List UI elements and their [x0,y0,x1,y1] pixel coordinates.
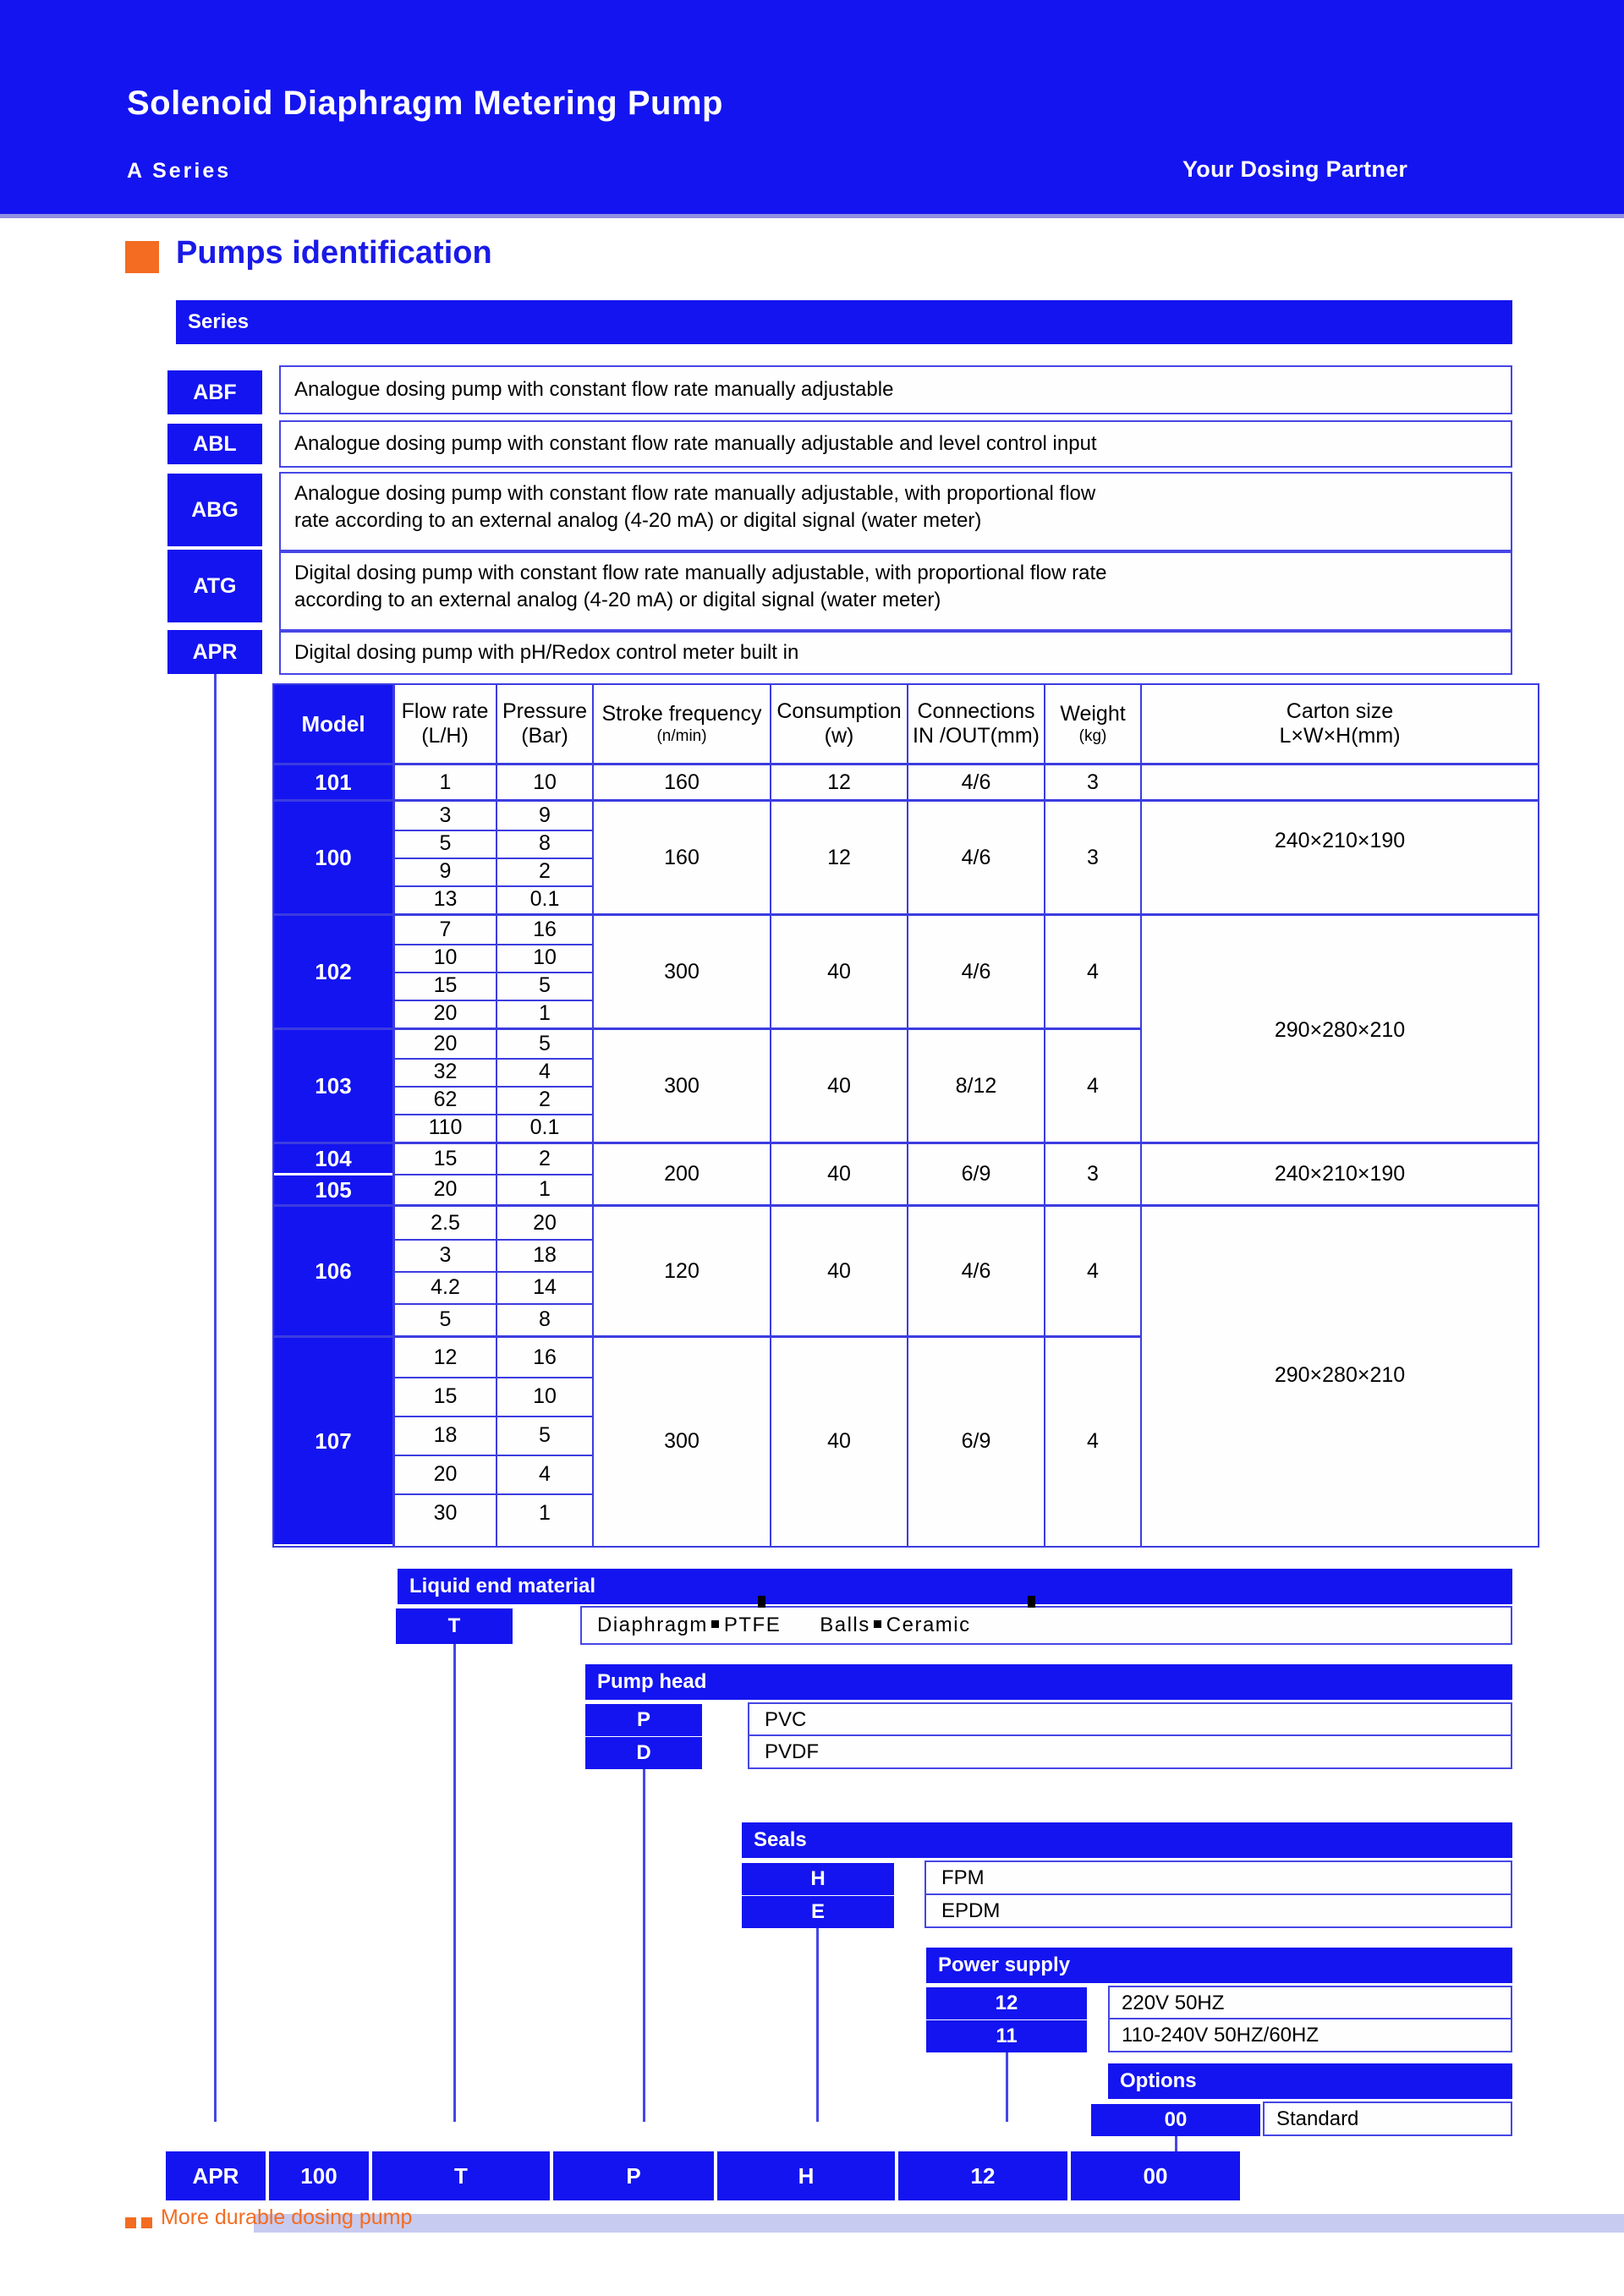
spec-cell-pressure: 2 [539,1088,551,1111]
spec-cell-pressure: 8 [539,1307,551,1331]
spec-cell-consumption: 12 [827,845,851,869]
spec-header-consumption [771,685,907,763]
series-code-abl[interactable]: ABL [167,424,262,464]
spec-cell-pressure: 4 [539,1060,551,1083]
spec-header-model: Model [274,685,392,763]
spec-cell-flow: 9 [439,859,452,883]
spec-cell-flow: 5 [439,1307,452,1331]
connector-seals-to-result [816,1928,819,2122]
liquid-end-diaphragm-value: PTFE [723,1614,782,1636]
section-bullet-icon [125,241,159,273]
spec-subline [394,1271,592,1273]
spec-cell-pressure: 2 [539,1147,551,1170]
spec-model-101[interactable]: 101 [274,765,392,799]
spec-header-connections-line1: Connections [917,699,1035,723]
spec-cell-pressure: 1 [539,1176,551,1201]
spec-header-carton-line2: L×W×H(mm) [1279,724,1401,748]
spec-cell-flow: 20 [433,1032,458,1055]
spec-subline [394,1303,592,1305]
spec-header-pressure [497,685,592,763]
connector-pump-head-to-result [643,1769,645,2122]
spec-cell-pressure: 9 [539,803,551,827]
result-cell-options[interactable]: 00 [1071,2151,1240,2200]
page-title: Solenoid Diaphragm Metering Pump [127,85,723,122]
result-cell-liquid-end[interactable]: T [372,2151,550,2200]
spec-model-107[interactable]: 107 [274,1338,392,1544]
spec-cell-carton-size: 240×210×190 [1274,828,1406,852]
spec-cell-flow: 18 [433,1422,458,1447]
seals-header-bar: Seals [742,1822,1512,1858]
spec-model-100[interactable]: 100 [274,802,392,913]
spec-cell-pressure: 18 [533,1242,557,1267]
spec-subline [394,830,592,831]
spec-cell-connections: 6/9 [961,1428,991,1453]
liquid-end-header-bar: Liquid end material [398,1569,1512,1604]
spec-cell-weight: 4 [1087,1428,1099,1453]
power-supply-header-bar: Power supply [926,1948,1512,1983]
spec-cell-pressure: 5 [539,1032,551,1055]
spec-header-weight [1045,685,1140,763]
spec-subline [394,1174,592,1175]
spec-cell-pressure: 0.1 [529,887,560,911]
seals-value-epdm: EPDM [924,1893,1512,1928]
spec-cell-carton-size: 240×210×190 [1274,1162,1406,1186]
spec-cell-connections: 6/9 [961,1162,991,1186]
seals-code-h[interactable]: H [742,1863,894,1895]
seals-code-e[interactable]: E [742,1896,894,1928]
spec-header-consumption-unit: (w) [824,724,854,748]
spec-subline [394,1086,592,1088]
pump-head-value-pvc: PVC [748,1702,1512,1737]
connector-options-to-result-2 [1175,2136,1177,2153]
result-cell-power-supply[interactable]: 12 [898,2151,1067,2200]
spec-model-106[interactable]: 106 [274,1207,392,1335]
pump-head-code-d[interactable]: D [585,1737,702,1769]
spec-header-weight-unit: (kg) [1078,726,1107,745]
pump-head-code-p[interactable]: P [585,1704,702,1736]
spec-subline [394,1058,592,1060]
options-code-00[interactable]: 00 [1091,2104,1260,2136]
spec-cell-pressure: 10 [533,770,557,794]
spec-cell-flow: 30 [433,1500,458,1525]
spec-subline [394,1416,592,1417]
bullet-separator-icon [874,1620,881,1628]
spec-header-carton-size [1142,685,1538,763]
spec-cell-weight: 3 [1087,770,1099,794]
footer-square-icon [125,2217,136,2228]
spec-subline [394,858,592,859]
spec-cell-pressure: 16 [533,918,557,941]
spec-cell-flow: 5 [439,831,452,855]
tagline: Your Dosing Partner [1182,156,1408,182]
spec-header-consumption-line1: Consumption [776,699,902,723]
series-header-bar: Series [176,300,1512,344]
footer-text: More durable dosing pump [161,2206,413,2229]
spec-subline [394,1455,592,1456]
spec-cell-pressure: 10 [533,1384,557,1408]
spec-cell-stroke: 160 [664,770,700,794]
spec-cell-pressure: 16 [533,1345,557,1369]
spec-model-104[interactable]: 104 [274,1144,392,1173]
liquid-end-code-t[interactable]: T [396,1608,513,1644]
spec-cell-flow: 4.2 [431,1274,460,1299]
pump-head-value-pvdf: PVDF [748,1734,1512,1769]
series-desc-abg-line2: rate according to an external analog (4-20 mA) or digital signal (water meter) [294,509,982,533]
spec-cell-flow: 2.5 [431,1210,460,1235]
header-divider [0,214,1624,218]
spec-cell-flow: 12 [433,1345,458,1369]
spec-cell-flow: 32 [433,1060,458,1083]
tick-mark-icon [1028,1596,1035,1608]
spec-cell-pressure: 2 [539,859,551,883]
series-code-apr[interactable]: APR [167,630,262,674]
spec-cell-pressure: 20 [533,1210,557,1235]
spec-cell-flow: 20 [433,1176,458,1201]
connector-liquid-end-to-result [453,1644,456,2122]
liquid-end-balls-label: Balls [820,1614,870,1636]
spec-subline [394,1000,592,1001]
spec-subline [394,972,592,973]
series-desc-abl: Analogue dosing pump with constant flow rate manually adjustable and level control input [279,420,1512,468]
spec-model-103[interactable]: 103 [274,1030,392,1142]
spec-cell-stroke: 300 [664,1428,700,1453]
series-code-abg[interactable]: ABG [167,474,262,546]
spec-cell-flow: 10 [433,945,458,969]
liquid-end-description [580,1606,1512,1645]
footer-bar [254,2214,1624,2233]
spec-header-connections-unit: IN /OUT(mm) [913,724,1040,748]
spec-header-pressure-line1: Pressure [502,699,588,723]
spec-cell-flow: 15 [433,973,458,997]
spec-subline [394,885,592,887]
spec-cell-carton-size: 290×280×210 [1274,1017,1406,1042]
spec-subline [394,1114,592,1115]
series-desc-atg-line2: according to an external analog (4-20 mA) or digital signal (water meter) [294,589,941,612]
series-desc-atg [279,551,1512,631]
spec-cell-weight: 4 [1087,959,1099,984]
spec-header-carton-line1: Carton size [1286,699,1394,723]
spec-cell-connections: 4/6 [961,1258,991,1283]
liquid-end-diaphragm-label: Diaphragm [597,1614,708,1636]
spec-header-flow-rate-unit: (L/H) [421,724,469,748]
spec-cell-flow: 3 [439,803,452,827]
series-code-atg[interactable]: ATG [167,550,262,622]
power-supply-value-220v: 220V 50HZ [1108,1986,1512,2020]
liquid-end-balls-value: Ceramic [886,1614,971,1636]
spec-cell-stroke: 200 [664,1162,700,1186]
section-title: Pumps identification [176,235,492,271]
footer-square-icon [141,2217,152,2228]
options-header-bar: Options [1108,2063,1512,2099]
tick-mark-icon [758,1596,765,1608]
spec-cell-flow: 7 [439,918,452,941]
spec-cell-flow: 3 [439,1242,452,1267]
spec-header-pressure-unit: (Bar) [521,724,568,748]
spec-cell-weight: 3 [1087,845,1099,869]
spec-cell-connections: 8/12 [955,1073,997,1098]
spec-header-stroke-line1: Stroke frequency [601,702,762,726]
series-code-abf[interactable]: ABF [167,370,262,414]
series-subtitle: A Series [127,159,232,183]
spec-header-stroke-unit: (n/min) [656,726,707,745]
spec-subline [394,1377,592,1378]
spec-cell-pressure: 0.1 [529,1115,560,1139]
spec-cell-consumption: 40 [827,1258,851,1283]
spec-cell-consumption: 12 [827,770,851,794]
spec-cell-pressure: 5 [539,973,551,997]
spec-subline [394,1239,592,1241]
power-supply-value-110v: 110-240V 50HZ/60HZ [1108,2018,1512,2052]
spec-cell-consumption: 40 [827,1428,851,1453]
spec-cell-connections: 4/6 [961,770,991,794]
spec-cell-pressure: 5 [539,1422,551,1447]
spec-cell-stroke: 120 [664,1258,700,1283]
result-cell-model[interactable]: 100 [269,2151,369,2200]
series-desc-apr: Digital dosing pump with pH/Redox control meter built in [279,631,1512,675]
spec-model-102[interactable]: 102 [274,916,392,1027]
spec-cell-pressure: 14 [533,1274,557,1299]
series-desc-abg [279,472,1512,551]
spec-cell-flow: 1 [439,770,452,794]
specification-table [272,683,1539,1548]
spec-cell-weight: 3 [1087,1162,1099,1186]
spec-cell-consumption: 40 [827,1073,851,1098]
spec-subline [394,944,592,945]
result-cell-seals[interactable]: H [717,2151,895,2200]
spec-cell-pressure: 1 [539,1500,551,1525]
spec-cell-connections: 4/6 [961,845,991,869]
spec-cell-weight: 4 [1087,1258,1099,1283]
spec-header-stroke-frequency [594,685,770,763]
connector-power-supply-to-result [1006,2052,1008,2122]
spec-cell-flow: 15 [433,1384,458,1408]
pump-head-header-bar: Pump head [585,1664,1512,1700]
spec-cell-flow: 62 [433,1088,458,1111]
spec-cell-pressure: 10 [533,945,557,969]
spec-cell-consumption: 40 [827,959,851,984]
spec-header-weight-line1: Weight [1060,702,1126,726]
spec-cell-stroke: 160 [664,845,700,869]
spec-cell-flow: 110 [428,1115,463,1139]
spec-cell-carton-size: 290×280×210 [1274,1363,1406,1387]
spec-cell-weight: 4 [1087,1073,1099,1098]
series-desc-abf: Analogue dosing pump with constant flow rate manually adjustable [279,365,1512,414]
spec-cell-connections: 4/6 [961,959,991,984]
spec-cell-stroke: 300 [664,959,700,984]
series-desc-abg-line1: Analogue dosing pump with constant flow rate manually adjustable, with proportional flow [294,482,1096,505]
options-value-standard: Standard [1263,2101,1512,2136]
spec-header-connections [908,685,1044,763]
power-supply-code-11[interactable]: 11 [926,2020,1087,2052]
spec-cell-flow: 15 [433,1147,458,1170]
spec-cell-flow: 20 [433,1001,458,1025]
spec-cell-pressure: 4 [539,1461,551,1486]
spec-cell-consumption: 40 [827,1162,851,1186]
seals-value-fpm: FPM [924,1860,1512,1895]
spec-subline [394,1493,592,1495]
spec-cell-flow: 20 [433,1461,458,1486]
result-cell-series[interactable]: APR [166,2151,266,2200]
bullet-separator-icon [711,1620,719,1628]
spec-model-105[interactable]: 105 [274,1175,392,1204]
spec-cell-pressure: 8 [539,831,551,855]
result-cell-pump-head[interactable]: P [553,2151,714,2200]
spec-cell-pressure: 1 [539,1001,551,1025]
series-desc-atg-line1: Digital dosing pump with constant flow rate manually adjustable, with proportional flow rate [294,562,1107,584]
spec-header-flow-rate-line1: Flow rate [401,699,489,723]
power-supply-code-12[interactable]: 12 [926,1987,1087,2019]
spec-cell-flow: 13 [433,887,458,911]
spec-header-flow-rate [394,685,496,763]
connector-series-to-result [214,674,217,2122]
spec-cell-stroke: 300 [664,1073,700,1098]
